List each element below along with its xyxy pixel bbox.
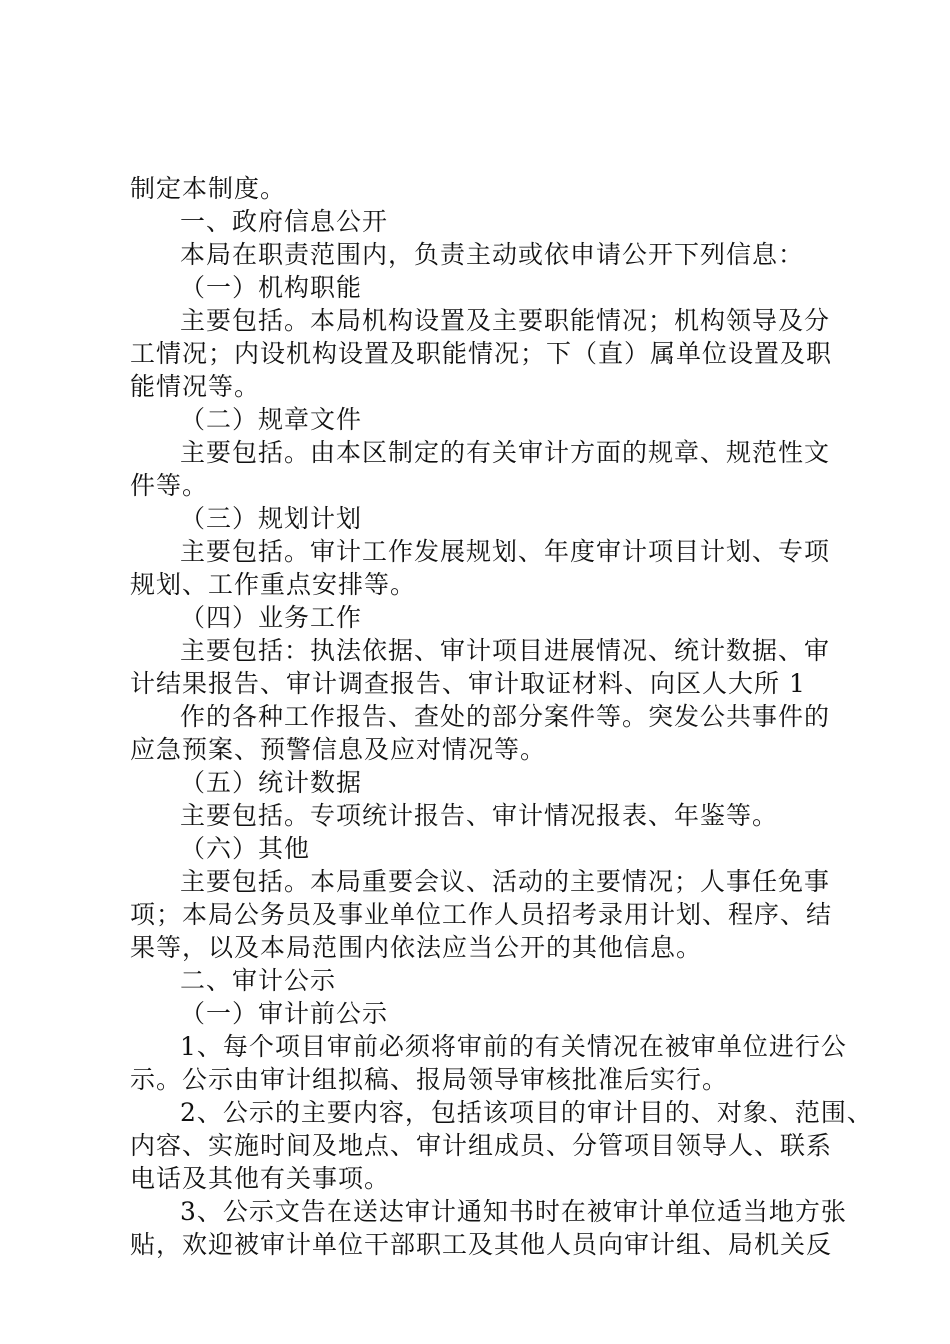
text-line: 1、每个项目审前必须将审前的有关情况在被审单位进行公 — [180, 1032, 847, 1061]
text-line: 主要包括。本局重要会议、活动的主要情况；人事任免事 — [180, 867, 831, 896]
text-line: 项；本局公务员及事业单位工作人员招考录用计划、程序、结 — [130, 900, 833, 929]
text-line: 件等。 — [130, 471, 209, 500]
subsection-heading: （四）业务工作 — [180, 603, 363, 632]
text-line: 制定本制度。 — [130, 174, 287, 203]
subsection-heading: （六）其他 — [180, 834, 311, 863]
section-heading: 一、政府信息公开 — [180, 207, 389, 236]
subsection-heading: （五）统计数据 — [180, 768, 363, 797]
text-line: 主要包括。本局机构设置及主要职能情况；机构领导及分 — [180, 306, 831, 335]
text-line: 果等，以及本局范围内依法应当公开的其他信息。 — [130, 933, 703, 962]
subsection-heading: （三）规划计划 — [180, 504, 363, 533]
text-line: 作的各种工作报告、查处的部分案件等。突发公共事件的 — [180, 702, 831, 731]
text-line: 电话及其他有关事项。 — [130, 1164, 391, 1193]
text-line: 应急预案、预警信息及应对情况等。 — [130, 735, 547, 764]
text-line: 主要包括。审计工作发展规划、年度审计项目计划、专项 — [180, 537, 831, 566]
section-heading: 二、审计公示 — [180, 966, 337, 995]
text-line: 2、公示的主要内容，包括该项目的审计目的、对象、范围、 — [180, 1098, 873, 1127]
text-line: 工情况；内设机构设置及职能情况；下（直）属单位设置及职 — [130, 339, 833, 368]
text-line: 规划、工作重点安排等。 — [130, 570, 417, 599]
subsection-heading: （一）审计前公示 — [180, 999, 389, 1028]
subsection-heading: （二）规章文件 — [180, 405, 363, 434]
text-line: 本局在职责范围内，负责主动或依申请公开下列信息： — [180, 240, 805, 269]
subsection-heading: （一）机构职能 — [180, 273, 363, 302]
text-line: 主要包括。由本区制定的有关审计方面的规章、规范性文 — [180, 438, 831, 467]
text-line: 3、公示文告在送达审计通知书时在被审计单位适当地方张 — [180, 1197, 847, 1226]
text-line: 主要包括：执法依据、审计项目进展情况、统计数据、审 — [180, 636, 831, 665]
text-line: 内容、实施时间及地点、审计组成员、分管项目领导人、联系 — [130, 1131, 833, 1160]
text-line: 主要包括。专项统计报告、审计情况报表、年鉴等。 — [180, 801, 779, 830]
text-line: 能情况等。 — [130, 372, 261, 401]
text-line: 贴，欢迎被审计单位干部职工及其他人员向审计组、局机关反 — [130, 1230, 833, 1259]
text-line: 计结果报告、审计调查报告、审计取证材料、向区人大所 1 — [130, 669, 806, 698]
text-line: 示。公示由审计组拟稿、报局领导审核批准后实行。 — [130, 1065, 729, 1094]
